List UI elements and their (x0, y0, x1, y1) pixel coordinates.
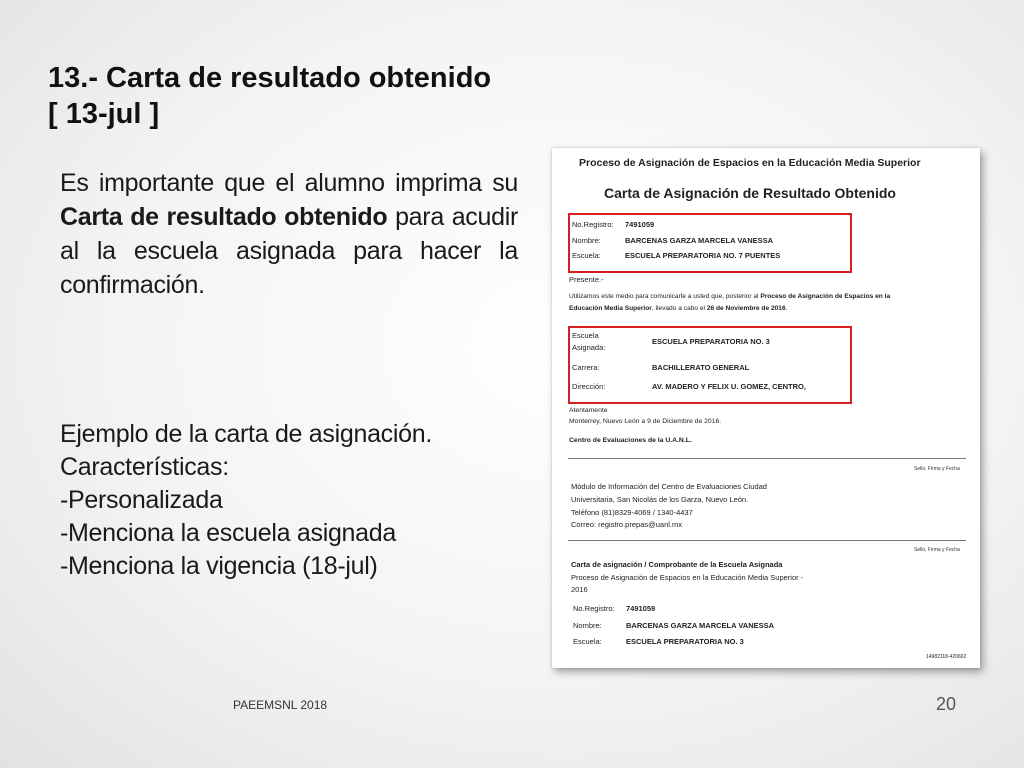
divider (568, 540, 966, 541)
carrera-label: Carrera: (572, 363, 600, 372)
c-nombre-value: BARCENAS GARZA MARCELA VANESSA (626, 621, 775, 630)
list-item: Características: (60, 453, 229, 481)
list-item: -Personalizada (60, 486, 223, 514)
characteristics-list (60, 418, 530, 583)
intro-mid: , llevado a cabo el (651, 305, 707, 312)
intro-date: 26 de Noviembre de 2016 (706, 305, 786, 312)
footer-label: PAEEMSNL 2018 (233, 698, 328, 712)
sello-label-2: Sello, Firma y Fecha (914, 547, 960, 553)
intro-line-1 (569, 293, 890, 300)
registro-label: No.Registro: (572, 220, 614, 229)
divider (568, 458, 966, 459)
intro-bold-2: Educación Media Superior (569, 305, 652, 312)
intro-line-2 (569, 305, 787, 312)
comprobante-subtitle-2: 2016 (571, 585, 588, 594)
direccion-label: Dirección: (572, 382, 606, 391)
presente-text: Presente.- (569, 275, 604, 284)
instruction-paragraph (60, 166, 518, 302)
c-escuela-label: Escuela: (573, 637, 602, 646)
c-registro-label: No.Registro: (573, 604, 615, 613)
intro-bold: Proceso de Asignación de Espacios en la (760, 293, 891, 300)
asignada-value: ESCUELA PREPARATORIA NO. 3 (652, 337, 770, 346)
asignada-label-1: Escuela (572, 331, 599, 340)
c-escuela-value: ESCUELA PREPARATORIA NO. 3 (626, 637, 744, 646)
modulo-line-2: Universitaria, San Nicolás de los Garza, Nuevo León. (571, 495, 749, 504)
direccion-value: AV. MADERO Y FELIX U. GOMEZ, CENTRO, (652, 382, 806, 391)
atentamente-text: Atentamente (569, 407, 608, 414)
paragraph-bold-text: Carta de resultado obtenido (60, 203, 388, 231)
escuela-label: Escuela: (572, 251, 601, 260)
carrera-value: BACHILLERATO GENERAL (652, 363, 750, 372)
comprobante-subtitle-1: Proceso de Asignación de Espacios en la Educación Media Superior - (571, 573, 804, 582)
slide-title-line-2: [ 13-jul ] (48, 98, 160, 130)
doc-header: Proceso de Asignación de Espacios en la Educación Media Superior (579, 157, 921, 169)
comprobante-title: Carta de asignación / Comprobante de la Escuela Asignada (571, 560, 783, 569)
assignment-letter-image (552, 148, 980, 668)
centro-text: Centro de Evaluaciones de la U.A.N.L. (569, 437, 692, 444)
modulo-line-3: Teléfono (81)8329-4069 / 1340-4437 (571, 508, 693, 517)
paragraph-text-end: para acudir al la escuela asignada para hacer la confirmación. (60, 203, 518, 299)
modulo-line-4: Correo: registro.prepas@uanl.mx (571, 520, 682, 529)
modulo-line-1: Módulo de Información del Centro de Evaluaciones Ciudad (571, 482, 767, 491)
intro-text: Utilizamos este medio para comunicarle a usted que, posterior al (569, 293, 761, 300)
list-item: -Menciona la escuela asignada (60, 519, 396, 547)
intro-end: . (785, 305, 788, 312)
page-number: 20 (936, 694, 957, 714)
c-registro-value: 7491059 (626, 604, 656, 613)
sello-label-1: Sello, Firma y Fecha (914, 466, 960, 472)
registro-value: 7491059 (625, 220, 655, 229)
list-item: -Menciona la vigencia (18-jul) (60, 552, 378, 580)
slide-title-line-1: 13.- Carta de resultado obtenido (48, 62, 492, 94)
nombre-label: Nombre: (572, 236, 601, 245)
list-item: Ejemplo de la carta de asignación. (60, 420, 432, 448)
folio-number: 14982118-420602 (926, 654, 967, 660)
escuela-value: ESCUELA PREPARATORIA NO. 7 PUENTES (625, 251, 781, 260)
c-nombre-label: Nombre: (573, 621, 602, 630)
lugar-fecha-text: Monterrey, Nuevo León a 9 de Diciembre de 2016. (569, 418, 722, 425)
nombre-value: BARCENAS GARZA MARCELA VANESSA (625, 236, 774, 245)
paragraph-text: Es importante que el alumno imprima su (60, 169, 518, 197)
asignada-label-2: Asignada: (572, 343, 606, 352)
slide-title (48, 60, 491, 132)
doc-title: Carta de Asignación de Resultado Obtenido (604, 185, 896, 201)
